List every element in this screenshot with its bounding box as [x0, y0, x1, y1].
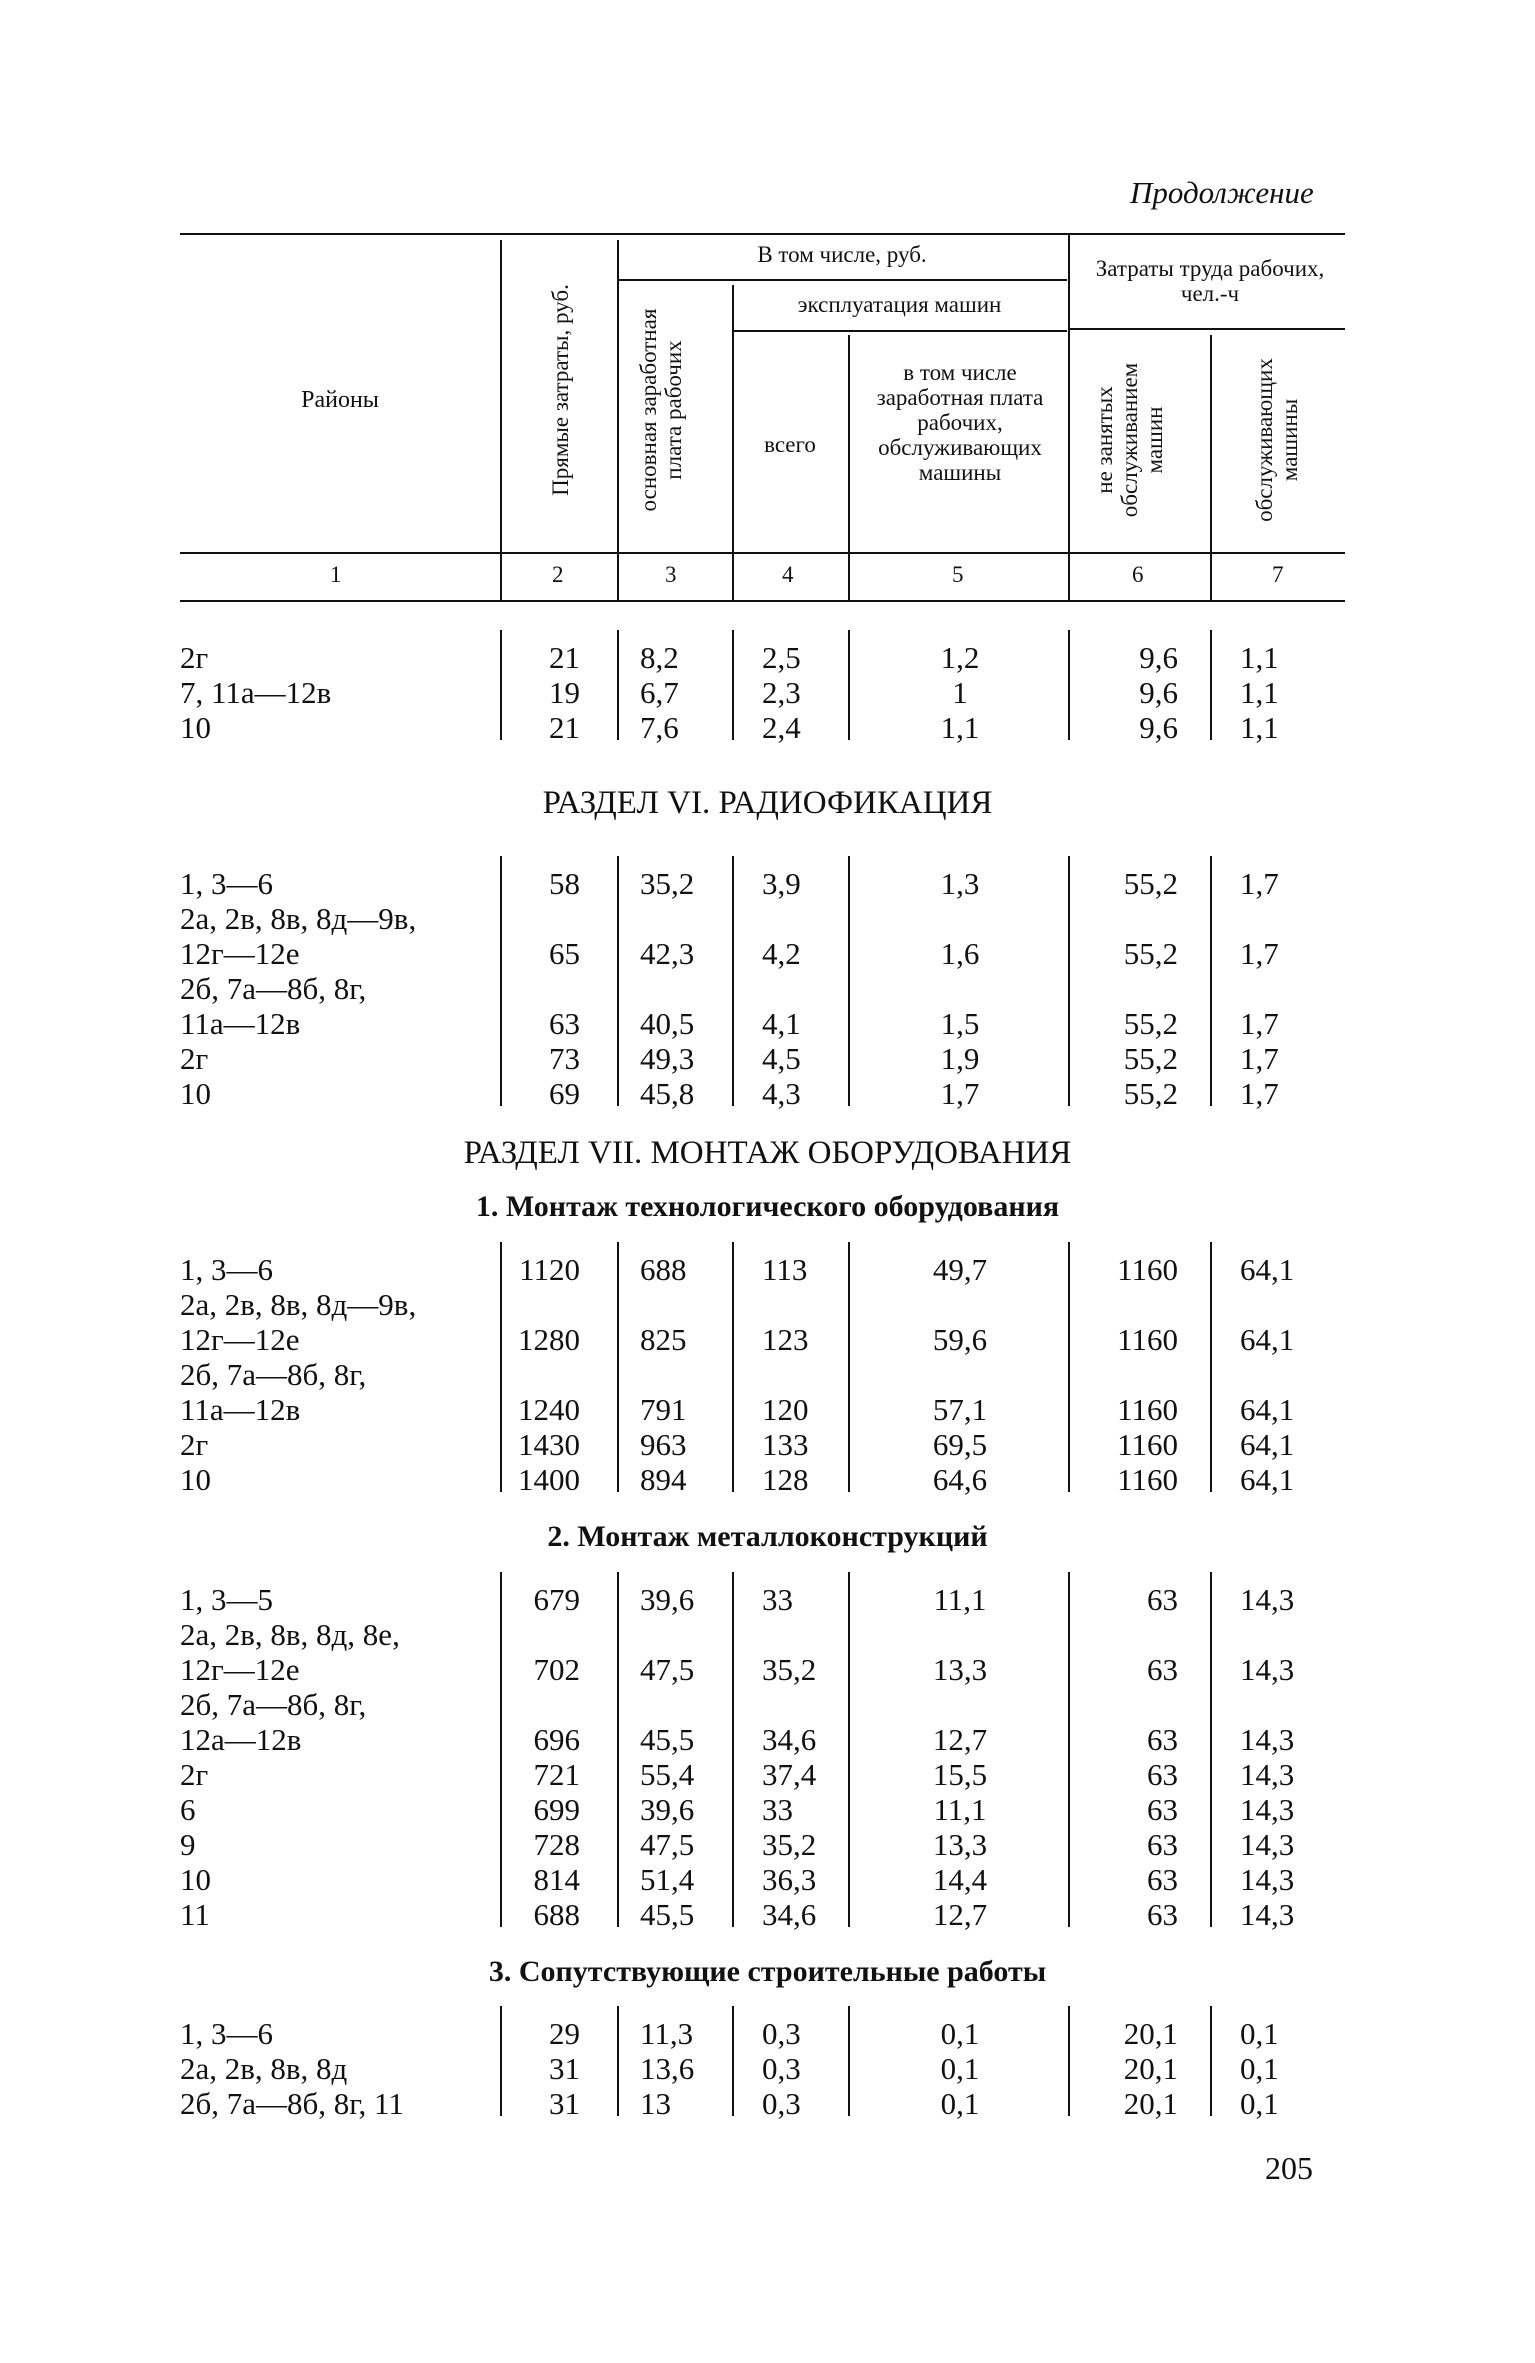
table-cell: 1240: [518, 1392, 580, 1427]
col-num-4: 4: [782, 562, 794, 587]
table-cell: 679: [533, 1582, 580, 1617]
table-cell: 55,2: [1123, 866, 1178, 901]
region-label: 2г: [180, 1041, 209, 1076]
col-num-6: 6: [1132, 562, 1144, 587]
table-cell: 33: [762, 1582, 793, 1617]
region-label: 2г: [180, 640, 209, 675]
table-cell: 55,2: [1123, 1076, 1178, 1111]
table-cell: 12,7: [932, 1722, 988, 1757]
table-cell: 1,5: [940, 1006, 980, 1041]
table-cell: 1160: [1117, 1392, 1178, 1427]
header-including: В том числе, руб.: [757, 242, 927, 267]
col-num-5: 5: [952, 562, 964, 587]
table-cell: 14,3: [1240, 1792, 1295, 1827]
table-cell: 73: [549, 1041, 580, 1076]
column-rule: [848, 1242, 850, 1492]
column-rule: [732, 1572, 734, 1927]
region-label: 6: [180, 1792, 196, 1827]
region-label: 12г—12е: [180, 1652, 300, 1687]
table-cell: 1,7: [1240, 866, 1279, 901]
table-cell: 0,1: [940, 2016, 980, 2051]
table-cell: 20,1: [1123, 2016, 1178, 2051]
table-cell: 0,1: [1240, 2051, 1279, 2086]
table-cell: 21: [549, 710, 580, 745]
continuation-label: Продолжение: [1130, 175, 1314, 210]
table-cell: 31: [549, 2051, 580, 2086]
header-direct-costs: Прямые затраты, руб.: [548, 284, 573, 496]
table-cell: 699: [533, 1792, 580, 1827]
subsection-title: 3. Сопутствующие строительные работы: [488, 1955, 1047, 1988]
table-cell: 728: [533, 1827, 580, 1862]
table-cell: 14,3: [1240, 1652, 1295, 1687]
section-title: РАЗДЕЛ VII. МОНТАЖ ОБОРУДОВАНИЯ: [463, 1135, 1072, 1171]
table-cell: 11,1: [933, 1792, 987, 1827]
table-cell: 696: [533, 1722, 580, 1757]
region-label: 2г: [180, 1757, 209, 1792]
table-cell: 1160: [1117, 1427, 1178, 1462]
table-cell: 42,3: [640, 936, 695, 971]
column-rule: [1210, 1572, 1212, 1927]
column-rule: [500, 630, 502, 740]
table-cell: 64,1: [1240, 1462, 1295, 1497]
table-cell: 55,2: [1123, 936, 1178, 971]
table-cell: 63: [1147, 1897, 1178, 1932]
table-cell: 0,1: [940, 2051, 980, 2086]
column-rule: [1210, 856, 1212, 1106]
table-cell: 63: [1147, 1827, 1178, 1862]
col-num-3: 3: [665, 562, 677, 587]
table-cell: 57,1: [932, 1392, 988, 1427]
table-cell: 128: [762, 1462, 809, 1497]
region-label: 12а—12в: [180, 1722, 302, 1757]
region-label: 10: [180, 1076, 211, 1111]
table-cell: 688: [533, 1897, 580, 1932]
table-cell: 69,5: [932, 1427, 988, 1462]
table-cell: 51,4: [640, 1862, 695, 1897]
region-label: 2б, 7а—8б, 8г, 11: [180, 2086, 404, 2121]
region-label: 2а, 2в, 8в, 8д—9в,: [180, 901, 417, 936]
table-cell: 37,4: [762, 1757, 817, 1792]
region-label: 1, 3—6: [180, 2016, 273, 2051]
table-cell: 63: [1147, 1722, 1178, 1757]
table-cell: 0,1: [1240, 2016, 1279, 2051]
table-cell: 1,7: [1240, 1076, 1279, 1111]
table-cell: 1400: [518, 1462, 580, 1497]
region-label: 2б, 7а—8б, 8г,: [180, 1357, 367, 1392]
table-cell: 59,6: [932, 1322, 988, 1357]
table-cell: 0,3: [762, 2086, 801, 2121]
table-cell: 6,7: [640, 675, 679, 710]
page-number: 205: [1265, 2150, 1313, 2186]
table-cell: 814: [533, 1862, 580, 1897]
table-cell: 791: [640, 1392, 687, 1427]
table-cell: 825: [640, 1322, 687, 1357]
table-cell: 721: [533, 1757, 580, 1792]
table-cell: 113: [762, 1252, 808, 1287]
table-cell: 1,6: [940, 936, 980, 971]
region-label: 1, 3—5: [180, 1582, 273, 1617]
table-cell: 64,1: [1240, 1322, 1295, 1357]
column-rule: [617, 1242, 619, 1492]
column-rule: [732, 2006, 734, 2116]
table-cell: 7,6: [640, 710, 679, 745]
table-cell: 63: [1147, 1792, 1178, 1827]
table-cell: 2,4: [762, 710, 801, 745]
table-cell: 63: [1147, 1652, 1178, 1687]
header-base-wage: основная заработная плата рабочих: [636, 308, 686, 512]
column-rule: [617, 856, 619, 1106]
table-cell: 963: [640, 1427, 687, 1462]
table-cell: 45,5: [640, 1722, 695, 1757]
region-label: 1, 3—6: [180, 866, 273, 901]
table-cell: 8,2: [640, 640, 679, 675]
table-cell: 1160: [1117, 1462, 1178, 1497]
column-rule: [1068, 630, 1070, 740]
column-rule: [1068, 1572, 1070, 1927]
table-cell: 133: [762, 1427, 809, 1462]
table-cell: 34,6: [762, 1722, 817, 1757]
table-cell: 14,3: [1240, 1722, 1295, 1757]
region-label: 11: [180, 1897, 210, 1932]
table-cell: 0,1: [940, 2086, 980, 2121]
table-cell: 19: [549, 675, 580, 710]
table-cell: 33: [762, 1792, 793, 1827]
column-rule: [1068, 856, 1070, 1106]
table-cell: 9,6: [1139, 675, 1178, 710]
table-cell: 40,5: [640, 1006, 695, 1041]
table-cell: 36,3: [762, 1862, 817, 1897]
column-rule: [848, 856, 850, 1106]
table-cell: 34,6: [762, 1897, 817, 1932]
header-not-busy: не занятых обслуживанием машин: [1092, 362, 1167, 518]
table-cell: 1430: [518, 1427, 580, 1462]
region-label: 2б, 7а—8б, 8г,: [180, 971, 367, 1006]
table-cell: 688: [640, 1252, 687, 1287]
column-rule: [732, 1242, 734, 1492]
table-cell: 63: [1147, 1582, 1178, 1617]
column-rule: [1210, 1242, 1212, 1492]
table-cell: 64,6: [932, 1462, 988, 1497]
table-cell: 45,5: [640, 1897, 695, 1932]
table-cell: 4,5: [762, 1041, 801, 1076]
table-cell: 1,7: [1240, 1041, 1279, 1076]
table-cell: 69: [549, 1076, 580, 1111]
table-cell: 0,3: [762, 2016, 801, 2051]
table-cell: 1,1: [1240, 640, 1279, 675]
table-cell: 49,7: [932, 1252, 988, 1287]
column-rule: [617, 2006, 619, 2116]
header-total: всего: [764, 432, 816, 457]
region-label: 12г—12е: [180, 936, 300, 971]
table-cell: 45,8: [640, 1076, 695, 1111]
table-cell: 2,3: [762, 675, 801, 710]
table-cell: 65: [549, 936, 580, 971]
table-cell: 20,1: [1123, 2051, 1178, 2086]
table-cell: 64,1: [1240, 1252, 1295, 1287]
table-cell: 55,2: [1123, 1041, 1178, 1076]
table-cell: 64,1: [1240, 1427, 1295, 1462]
table-cell: 29: [549, 2016, 580, 2051]
header-incl-wage: в том числе заработная плата рабочих, обслуживающих машины: [876, 360, 1044, 485]
column-rule: [617, 630, 619, 740]
table-cell: 13,3: [932, 1652, 988, 1687]
table-cell: 55,2: [1123, 1006, 1178, 1041]
header-machine-operation: эксплуатация машин: [797, 292, 1002, 317]
column-rule: [500, 1572, 502, 1927]
table-cell: 20,1: [1123, 2086, 1178, 2121]
table-cell: 13,6: [640, 2051, 695, 2086]
table-cell: 123: [762, 1322, 809, 1357]
header-labor: Затраты труда рабочих, чел.-ч: [1095, 256, 1325, 306]
table-cell: 11,1: [933, 1582, 987, 1617]
table-cell: 39,6: [640, 1792, 695, 1827]
table-cell: 1160: [1117, 1252, 1178, 1287]
table-cell: 1,7: [1240, 1006, 1279, 1041]
table-cell: 1,2: [940, 640, 980, 675]
table-cell: 1,1: [940, 710, 980, 745]
column-rule: [1210, 2006, 1212, 2116]
table-cell: 1160: [1117, 1322, 1178, 1357]
table-cell: 0,1: [1240, 2086, 1279, 2121]
table-cell: 47,5: [640, 1827, 695, 1862]
table-cell: 1,7: [1240, 936, 1279, 971]
table-cell: 35,2: [762, 1652, 817, 1687]
column-rule: [617, 1572, 619, 1927]
table-cell: 13: [640, 2086, 671, 2121]
region-label: 11а—12в: [180, 1006, 301, 1041]
region-label: 10: [180, 710, 211, 745]
table-cell: 21: [549, 640, 580, 675]
table-cell: 9,6: [1139, 640, 1178, 675]
region-label: 10: [180, 1462, 211, 1497]
table-cell: 49,3: [640, 1041, 695, 1076]
region-label: 2а, 2в, 8в, 8д: [180, 2051, 348, 2086]
table-cell: 39,6: [640, 1582, 695, 1617]
region-label: 10: [180, 1862, 211, 1897]
table-cell: 55,4: [640, 1757, 695, 1792]
table-cell: 63: [1147, 1757, 1178, 1792]
table-cell: 35,2: [762, 1827, 817, 1862]
table-cell: 894: [640, 1462, 687, 1497]
subsection-title: 1. Монтаж технологического оборудования: [475, 1190, 1060, 1223]
table-cell: 14,3: [1240, 1827, 1295, 1862]
column-rule: [500, 856, 502, 1106]
region-label: 9: [180, 1827, 196, 1862]
table-cell: 14,3: [1240, 1757, 1295, 1792]
table-cell: 64,1: [1240, 1392, 1295, 1427]
table-cell: 0,3: [762, 2051, 801, 2086]
col-num-2: 2: [552, 562, 564, 587]
table-cell: 13,3: [932, 1827, 988, 1862]
region-label: 12г—12е: [180, 1322, 300, 1357]
table-cell: 1: [952, 675, 968, 710]
column-rule: [500, 1242, 502, 1492]
col-num-1: 1: [330, 562, 342, 587]
region-label: 7, 11а—12в: [180, 675, 332, 710]
table-cell: 1,9: [940, 1041, 980, 1076]
region-label: 1, 3—6: [180, 1252, 273, 1287]
column-rule: [848, 1572, 850, 1927]
column-rule: [1068, 2006, 1070, 2116]
column-rule: [732, 630, 734, 740]
table-cell: 2,5: [762, 640, 801, 675]
header-serving: обслуживающих машины: [1252, 358, 1302, 522]
table-cell: 14,3: [1240, 1862, 1295, 1897]
column-rule: [848, 2006, 850, 2116]
column-rule: [500, 2006, 502, 2116]
region-label: 2а, 2в, 8в, 8д, 8е,: [180, 1617, 400, 1652]
region-label: 2б, 7а—8б, 8г,: [180, 1687, 367, 1722]
subsection-title: 2. Монтаж металлоконструкций: [547, 1520, 988, 1553]
table-cell: 15,5: [932, 1757, 988, 1792]
table-cell: 4,1: [762, 1006, 801, 1041]
table-cell: 9,6: [1139, 710, 1178, 745]
table-cell: 58: [549, 866, 580, 901]
table-cell: 1280: [518, 1322, 580, 1357]
column-rule: [1068, 1242, 1070, 1492]
table-cell: 3,9: [762, 866, 801, 901]
table-cell: 47,5: [640, 1652, 695, 1687]
table-cell: 31: [549, 2086, 580, 2121]
table-cell: 1,1: [1240, 675, 1279, 710]
column-rule: [848, 630, 850, 740]
column-rule: [1210, 630, 1212, 740]
table-cell: 35,2: [640, 866, 695, 901]
table-cell: 14,3: [1240, 1897, 1295, 1932]
table-cell: 1,3: [940, 866, 980, 901]
table-cell: 14,4: [932, 1862, 988, 1897]
table-cell: 1120: [519, 1252, 580, 1287]
header-regions: Районы: [301, 387, 379, 413]
region-label: 2а, 2в, 8в, 8д—9в,: [180, 1287, 417, 1322]
table-cell: 12,7: [932, 1897, 988, 1932]
col-num-7: 7: [1272, 562, 1284, 587]
section-title: РАЗДЕЛ VI. РАДИОФИКАЦИЯ: [542, 785, 993, 821]
table-cell: 63: [549, 1006, 580, 1041]
table-cell: 14,3: [1240, 1582, 1295, 1617]
column-rule: [732, 856, 734, 1106]
region-label: 11а—12в: [180, 1392, 301, 1427]
table-cell: 4,3: [762, 1076, 801, 1111]
table-cell: 1,7: [940, 1076, 980, 1111]
table-cell: 11,3: [640, 2016, 694, 2051]
table-cell: 4,2: [762, 936, 801, 971]
table-cell: 702: [533, 1652, 580, 1687]
table-cell: 1,1: [1240, 710, 1279, 745]
table-cell: 63: [1147, 1862, 1178, 1897]
region-label: 2г: [180, 1427, 209, 1462]
table-cell: 120: [762, 1392, 809, 1427]
